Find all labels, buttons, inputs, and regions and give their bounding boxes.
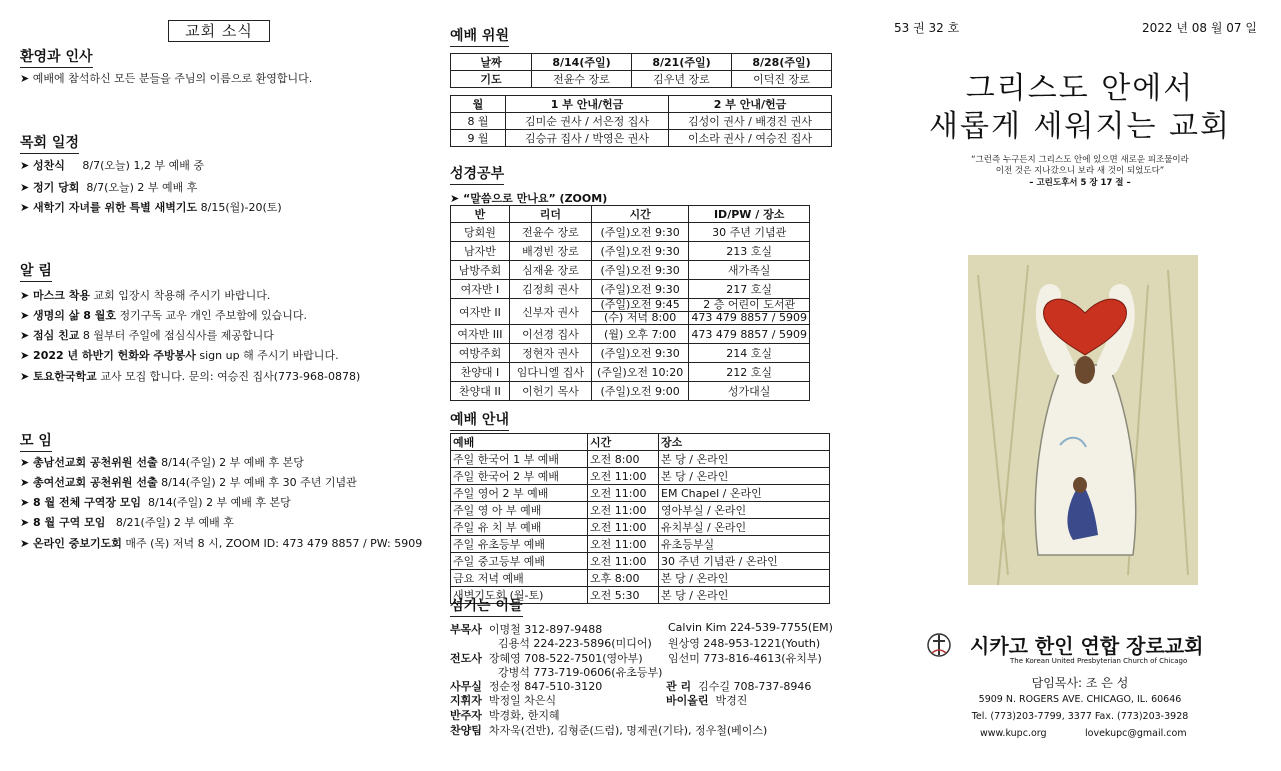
schedule-item: ➤ 정기 당회 8/7(오늘) 2 부 예배 후 <box>20 181 198 194</box>
staff-line: 지휘자 박정일 차은식 <box>450 694 557 707</box>
church-email[interactable]: lovekupc@gmail.com <box>1085 728 1187 739</box>
staff-line: 전도사 장혜영 708-522-7501(영아부) <box>450 652 643 665</box>
scripture-line-2: 이전 것은 지나갔으니 보라 새 것이 되었도다” <box>995 166 1165 176</box>
church-logo-icon <box>926 629 952 661</box>
pastor-name: 담임목사: 조 은 성 <box>1031 676 1129 690</box>
welcome-heading: 환영과 인사 <box>20 46 93 68</box>
staff-heading: 섬기는 이들 <box>450 595 523 617</box>
schedule-heading: 목회 일정 <box>20 132 79 154</box>
staff-line: 강병석 773-719-0606(유초등부) <box>498 666 663 679</box>
church-english-name: The Korean United Presbyterian Church of Chicago <box>1010 657 1188 665</box>
staff-line: 사무실 정순정 847-510-3120 <box>450 680 603 693</box>
notice-title: 교회 소식 <box>168 20 270 42</box>
meeting-item: ➤ 총남선교회 공천위원 선출 8/14(주일) 2 부 예배 후 본당 <box>20 456 304 469</box>
bulletin-date: 2022 년 08 월 07 일 <box>1142 21 1257 35</box>
meetings-heading: 모 임 <box>20 430 52 452</box>
worship-committee-heading: 예배 위원 <box>450 25 509 47</box>
staff-line: 김용석 224-223-5896(미디어) <box>498 637 652 650</box>
heart-illustration <box>968 255 1198 585</box>
church-website[interactable]: www.kupc.org <box>980 728 1047 739</box>
bible-study-table: 반 리더 시간 ID/PW / 장소 당회원 전윤수 장로 (주일)오전 9:30 30 주년 기념관 남자반 배경빈 장로 (주일)오전 9:30 213 호실 남방주회 심재윤 장로 (주일)오전 9:30 새가족실 여자반 I 김정희 권사 (주일)오전 9:30 217 호실 여자반 II 신부자 권사 (주일)오전 9:45 2 층 어린이 도서관 (수) 저녁 8:00 473 479 8857 / 5909 여자반 III 이선경 집사 (월) 오후 7:00 473 479 8857 / 5909 여방주회 정현자 권사 (주일)오전 9:30 214 호실 찬양대 I 임다니엘 집사 (주일)오전 10:20 212 호실 찬양대 II 이헌기 목사 (주일)오전 9:00 성가대실 <box>450 205 810 401</box>
kneeling-head <box>1073 477 1087 493</box>
church-phone: Tel. (773)203-7799, 3377 Fax. (773)203-3928 <box>971 711 1189 722</box>
staff-line: 원상영 248-953-1221(Youth) <box>668 637 821 650</box>
prayer-table: 날짜 8/14(주일) 8/21(주일) 8/28(주일) 기도 전윤수 장로 김우년 장로 이덕진 장로 <box>450 53 832 88</box>
notice-item: ➤ 2022 년 하반기 헌화와 주방봉사 sign up 해 주시기 바랍니다. <box>20 349 339 362</box>
staff-line: 반주자 박경화, 한지혜 <box>450 709 560 722</box>
welcome-item: ➤ 예배에 참석하신 모든 분들을 주님의 이름으로 환영합니다. <box>20 72 313 85</box>
church-name: 시카고 한인 연합 장로교회 <box>970 634 1204 658</box>
volume-number: 53 권 32 호 <box>894 21 960 35</box>
schedule-item: ➤ 성찬식 8/7(오늘) 1,2 부 예배 중 <box>20 159 204 172</box>
scripture-reference: – 고린도후서 5 장 17 절 – <box>1029 178 1131 188</box>
notice-item: ➤ 토요한국학교 교사 모집 합니다. 문의: 여승진 집사(773-968-0878) <box>20 370 361 383</box>
meeting-item: ➤ 온라인 중보기도회 매주 (목) 저녁 8 시, ZOOM ID: 473 479 8857 / PW: 5909 <box>20 537 423 550</box>
scripture-line-1: “그런즉 누구든지 그리스도 안에 있으면 새로운 피조물이라 <box>971 155 1189 165</box>
church-address: 5909 N. ROGERS AVE. CHICAGO, IL. 60646 <box>978 694 1182 705</box>
worship-guide-heading: 예배 안내 <box>450 409 509 431</box>
meeting-item: ➤ 8 월 구역 모임 8/21(주일) 2 부 예배 후 <box>20 516 234 529</box>
schedule-item: ➤ 새학기 자녀를 위한 특별 새벽기도 8/15(월)-20(토) <box>20 201 282 214</box>
notice-item: ➤ 생명의 삶 8 월호 정기구독 교우 개인 주보함에 있습니다. <box>20 309 307 322</box>
staff-line: 찬양팀 차자욱(건반), 김형준(드럼), 명제권(기타), 정우철(베이스) <box>450 724 768 737</box>
usher-table: 월 1 부 안내/헌금 2 부 안내/헌금 8 월 김미순 권사 / 서은정 집사 김성이 권사 / 배경진 권사 9 월 김승규 집사 / 박영은 권사 이소라 권사 / 여승진 집사 <box>450 95 832 147</box>
title-line-1: 그리스도 안에서 <box>965 71 1195 106</box>
worship-guide-table: 예배 시간 장소 주일 한국어 1 부 예배 오전 8:00 본 당 / 온라인 주일 한국어 2 부 예배 오전 11:00 본 당 / 온라인 주일 영어 2 부 예배 오전 11:00 EM Chapel / 온라인 주일 영 아 부 예배 오전 11:00 영아부실 / 온라인 주일 유 치 부 예배 오전 11:00 유치부실 / 온라인 주일 유초등부 예배 오전 11:00 유초등부실 주일 중고등부 예배 오전 11:00 30 주년 기념관 / 온라인 금요 저녁 예배 오후 8:00 본 당 / 온라인 새벽기도회 (월-토) 오전 5:30 본 당 / 온라인 <box>450 433 830 604</box>
meeting-item: ➤ 총여선교회 공천위원 선출 8/14(주일) 2 부 예배 후 30 주년 기념관 <box>20 476 357 489</box>
staff-line: 임선미 773-816-4613(유치부) <box>668 652 822 665</box>
staff-line: 관 리 김수길 708-737-8946 <box>666 680 812 693</box>
notice-item: ➤ 마스크 착용 교회 입장시 착용해 주시기 바랍니다. <box>20 289 271 302</box>
staff-line: Calvin Kim 224-539-7755(EM) <box>668 621 833 634</box>
bible-study-subheading: ➤ “말씀으로 만나요” (ZOOM) <box>450 192 608 205</box>
notices-heading: 알 림 <box>20 260 52 282</box>
staff-line: 바이올린 박경진 <box>666 694 748 707</box>
head <box>1075 356 1095 384</box>
title-line-2: 새롭게 세워지는 교회 <box>929 109 1231 144</box>
meeting-item: ➤ 8 월 전체 구역장 모임 8/14(주일) 2 부 예배 후 본당 <box>20 496 291 509</box>
bible-study-heading: 성경공부 <box>450 163 504 185</box>
staff-line: 부목사 이명철 312-897-9488 <box>450 623 603 636</box>
notice-item: ➤ 점심 친교 8 월부터 주일에 점심식사를 제공합니다 <box>20 329 274 342</box>
